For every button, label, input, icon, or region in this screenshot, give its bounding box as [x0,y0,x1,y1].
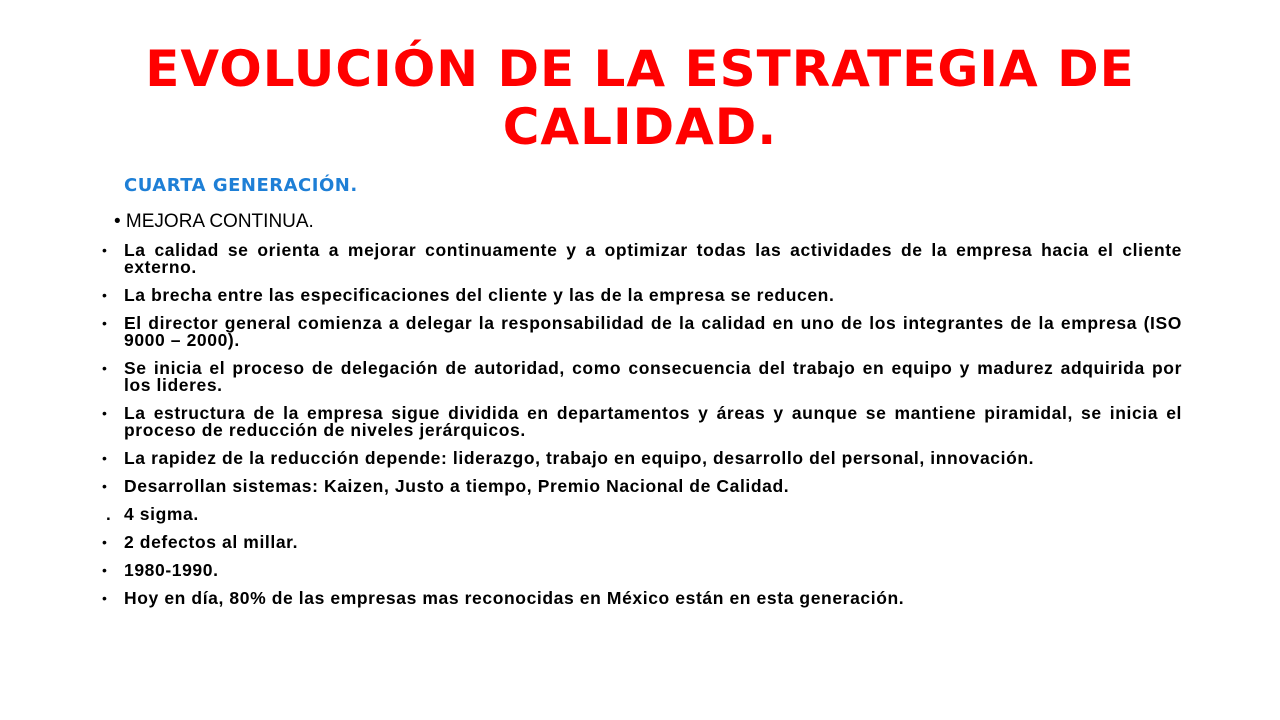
list-item-text: 1980-1990. [124,560,219,580]
list-item [106,504,1182,524]
list-item [102,358,1182,395]
list-item [102,403,1182,440]
bullet-icon: • [102,360,108,376]
section-heading: • MEJORA CONTINUA. [114,211,314,232]
list-item [102,448,1182,468]
period-marker: . [106,505,112,524]
bullet-icon: • [102,534,108,550]
list-item [102,476,1182,496]
list-item-text: La rapidez de la reducción depende: liderazgo, trabajo en equipo, desarrollo del personal, innovación. [124,448,1035,468]
list-item [102,532,1182,552]
list-item-text: La brecha entre las especificaciones del cliente y las de la empresa se reducen. [124,285,835,305]
list-item-text: La estructura de la empresa sigue dividida en departamentos y áreas y aunque se mantiene piramidal, se inicia el proceso de reducción de niveles jerárquicos. [124,403,1182,440]
bullet-icon: • [102,405,108,421]
list-item-text: El director general comienza a delegar la responsabilidad de la calidad en uno de los integrantes de la empresa (ISO 9000 – 2000). [124,313,1182,350]
slide-subtitle: CUARTA GENERACIÓN. [124,175,358,196]
list-item-text: 2 defectos al millar. [124,532,299,552]
bullet-icon: • [102,315,108,331]
list-item [102,560,1182,580]
list-item [102,240,1182,277]
list-item-text: Desarrollan sistemas: Kaizen, Justo a tiempo, Premio Nacional de Calidad. [124,476,790,496]
list-item [102,285,1182,305]
bullet-icon: • [102,478,108,494]
list-item-text: Hoy en día, 80% de las empresas mas reconocidas en México están en esta generación. [124,588,905,608]
slide-title: EVOLUCIÓN DE LA ESTRATEGIA DE CALIDAD. [145,40,1135,156]
list-item [102,588,1182,608]
list-item-text: Se inicia el proceso de delegación de autoridad, como consecuencia del trabajo en equipo y madurez adquirida por los lideres. [124,358,1182,395]
bullet-icon: • [102,242,108,258]
bullet-list [102,240,1182,618]
list-item-text: La calidad se orienta a mejorar continuamente y a optimizar todas las actividades de la empresa hacia el cliente externo. [124,240,1182,277]
bullet-icon: • [102,287,108,303]
list-item [102,313,1182,350]
bullet-icon: • [102,590,108,606]
bullet-icon: • [102,562,108,578]
bullet-icon: • [102,450,108,466]
list-item-text: 4 sigma. [124,504,199,524]
